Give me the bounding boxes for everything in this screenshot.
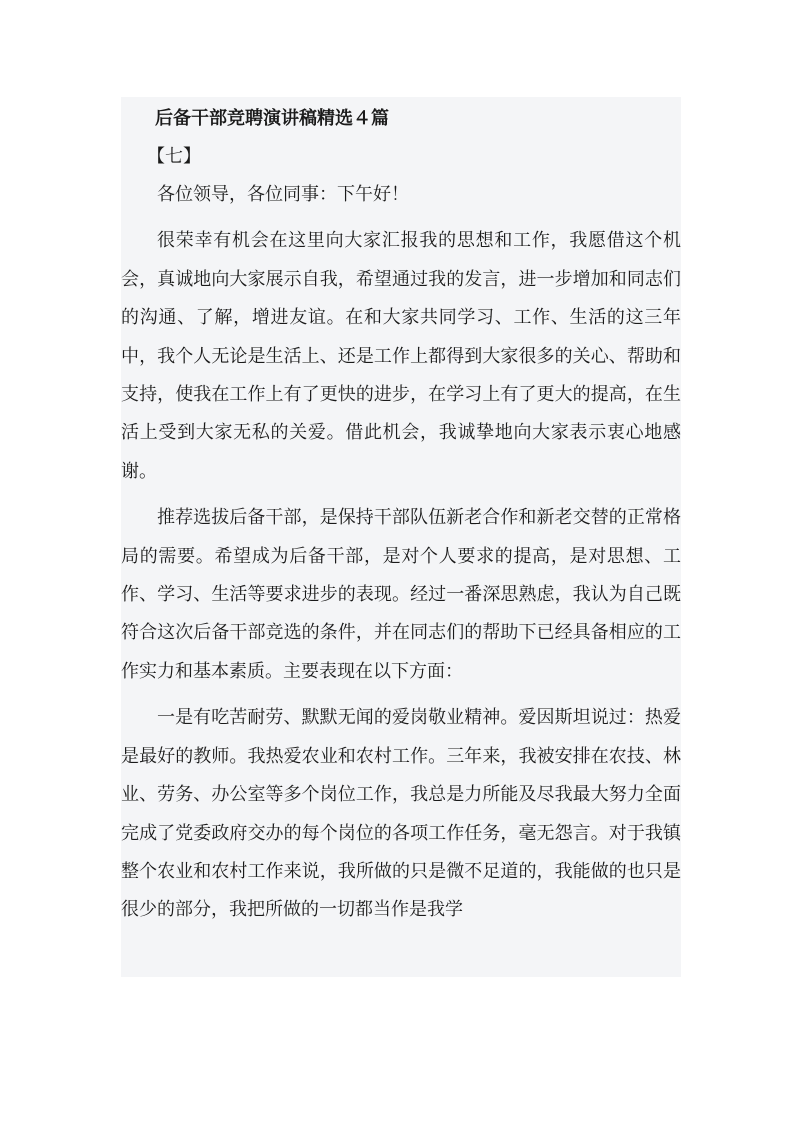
document-title: 后备干部竞聘演讲稿精选４篇 bbox=[155, 108, 389, 129]
section-heading: 【七】 bbox=[147, 146, 201, 167]
paragraph-point-one: 一是有吃苦耐劳、默默无闻的爱岗敬业精神。爱因斯坦说过：热爱是最好的教师。我热爱农业和农村工作。三年来，我被安排在农技、林业、劳务、办公室等多个岗位工作，我总是力所能及尽我最大努力全面完成了党委政府交办的每个岗位的各项工作任务，毫无怨言。对于我镇整个农业和农村工作来说，我所做的只是微不足道的，我能做的也只是很少的部分，我把所做的一切都当作是我学 bbox=[121, 707, 681, 921]
paragraph-greeting: 各位领导，各位同事：下午好！ bbox=[157, 184, 409, 205]
document-body bbox=[121, 100, 681, 938]
paragraph-intro: 很荣幸有机会在这里向大家汇报我的思想和工作，我愿借这个机会，真诚地向大家展示自我，希望通过我的发言，进一步增加和同志们的沟通、了解，增进友谊。在和大家共同学习、工作、生活的这三年中，我个人无论是生活上、还是工作上都得到大家很多的关心、帮助和支持，使我在工作上有了更快的进步，在学习上有了更大的提高，在生活上受到大家无私的关爱。借此机会，我诚挚地向大家表示衷心地感谢。 bbox=[121, 230, 681, 482]
paragraph-reason: 推荐选拔后备干部，是保持干部队伍新老合作和新老交替的正常格局的需要。希望成为后备干部，是对个人要求的提高，是对思想、工作、学习、生活等要求进步的表现。经过一番深思熟虑，我认为自己既符合这次后备干部竞选的条件，并在同志们的帮助下已经具备相应的工作实力和基本素质。主要表现在以下方面： bbox=[121, 507, 681, 682]
